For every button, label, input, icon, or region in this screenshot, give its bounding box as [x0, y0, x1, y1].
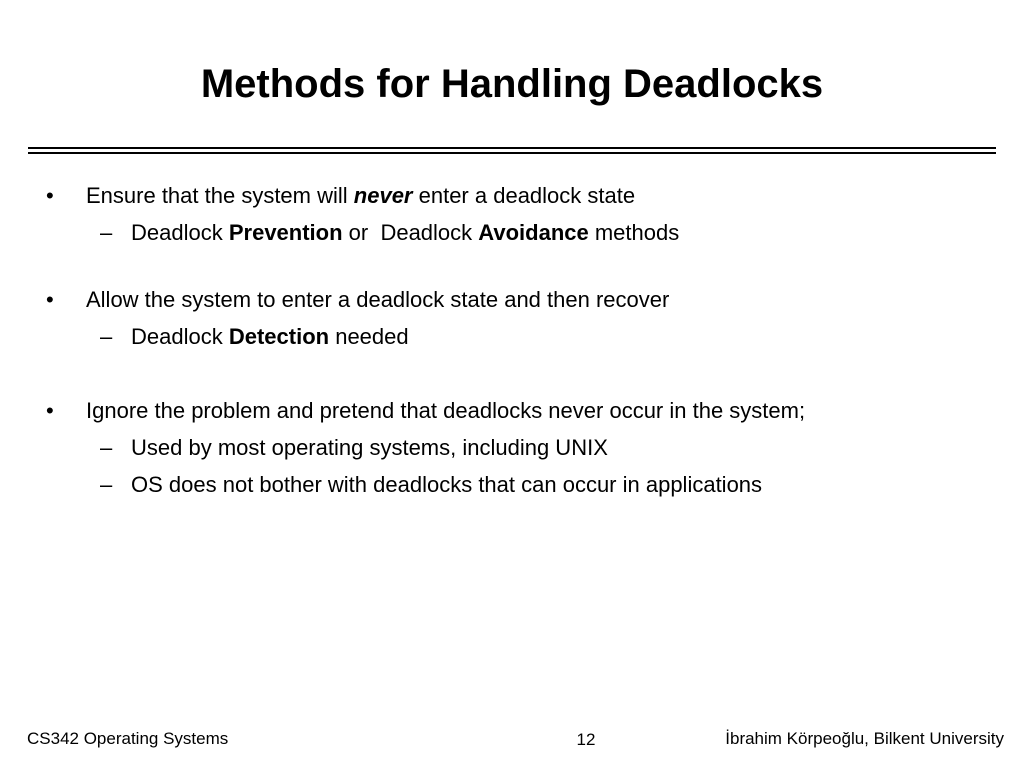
sub-bullet-marker: – — [100, 324, 113, 349]
title-divider-bottom — [28, 152, 996, 154]
slide-title: Methods for Handling Deadlocks — [200, 62, 824, 106]
sub-bullet-text: methods — [588, 220, 680, 245]
sub-bullet-text: Deadlock — [131, 220, 229, 245]
bullet-text: Ensure that the system will — [86, 183, 354, 208]
footer-page-number: 12 — [576, 730, 596, 749]
bullet-marker: • — [46, 398, 54, 423]
sub-bullet-item-3-2: OS does not bother with deadlocks that can occur in applications — [131, 472, 763, 497]
bold-term: Prevention — [228, 220, 343, 245]
footer-course: CS342 Operating Systems — [27, 729, 229, 748]
bullet-item-1 — [86, 183, 635, 209]
sub-bullet-marker: – — [100, 472, 113, 497]
bold-term: Detection — [228, 324, 330, 349]
bullet-marker: • — [46, 287, 54, 312]
bullet-item-3: Ignore the problem and pretend that deadlocks never occur in the system; — [86, 398, 806, 423]
bold-term: Avoidance — [478, 220, 589, 245]
sub-bullet-item-2-1 — [131, 324, 409, 350]
sub-bullet-text: Deadlock — [131, 324, 229, 349]
sub-bullet-marker: – — [100, 435, 113, 460]
title-divider-top — [28, 147, 996, 149]
bullet-marker: • — [46, 183, 54, 208]
bullet-text: enter a deadlock state — [412, 183, 636, 208]
sub-bullet-text: or Deadlock — [342, 220, 479, 245]
sub-bullet-text: needed — [329, 324, 409, 349]
emphasis-text: never — [353, 183, 413, 208]
sub-bullet-item-1-1 — [131, 220, 679, 246]
bullet-item-2: Allow the system to enter a deadlock state and then recover — [86, 287, 670, 312]
sub-bullet-marker: – — [100, 220, 113, 245]
footer-author: İbrahim Körpeoğlu, Bilkent University — [725, 729, 1004, 748]
sub-bullet-item-3-1: Used by most operating systems, including UNIX — [131, 435, 608, 460]
